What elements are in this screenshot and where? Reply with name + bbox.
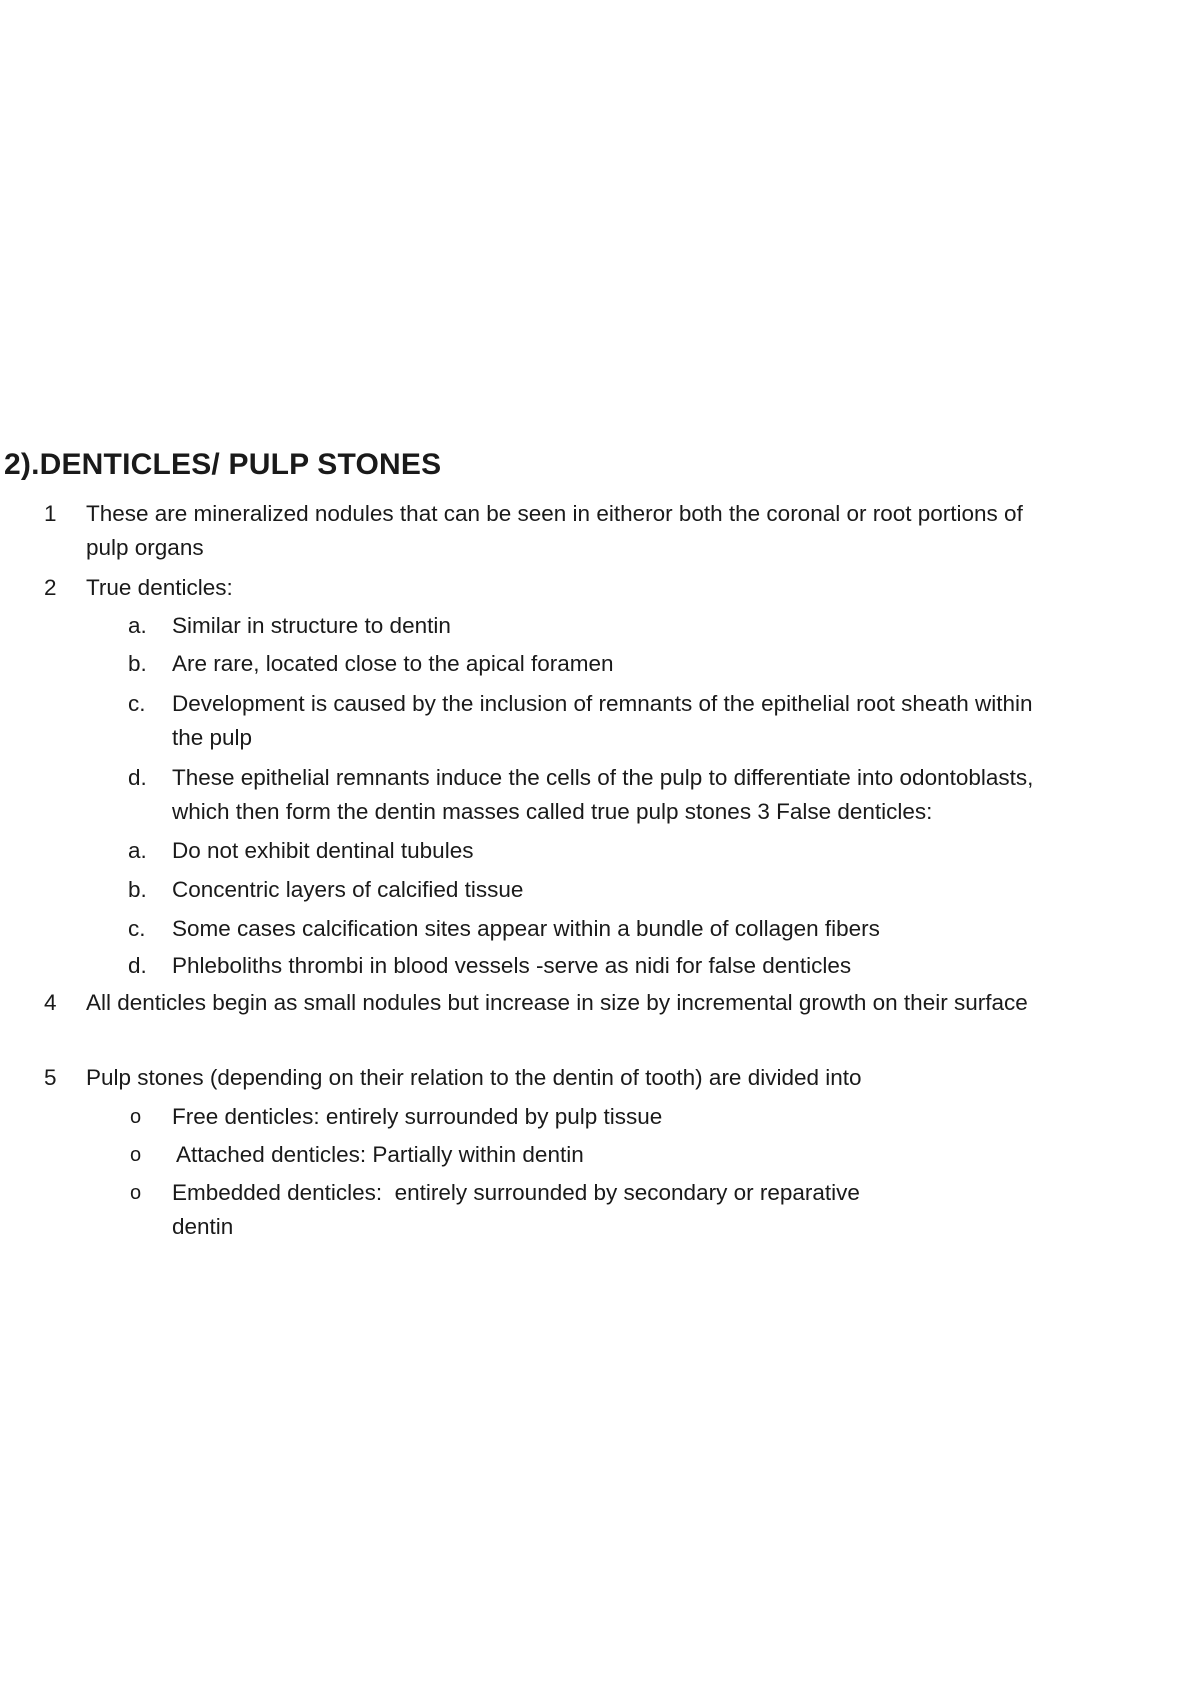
list-number-5: 5 xyxy=(44,1065,57,1090)
true-denticles-c-line-2: the pulp xyxy=(172,725,253,750)
sub-letter-d: d. xyxy=(128,953,147,977)
sub-letter-c: c. xyxy=(128,691,146,716)
bullet-icon: o xyxy=(130,1106,142,1128)
bullet-icon: o xyxy=(130,1144,142,1166)
true-denticles-b-text: Are rare, located close to the apical foramen xyxy=(172,651,614,676)
section-heading: 2).DENTICLES/ PULP STONES xyxy=(4,448,442,481)
false-denticles-a-text: Do not exhibit dentinal tubules xyxy=(172,838,474,863)
embedded-denticles-line-2: dentin xyxy=(172,1214,234,1239)
bullet-icon: o xyxy=(130,1182,142,1204)
true-denticles-d-line-1: These epithelial remnants induce the cells of the pulp to differentiate into odontoblasts, xyxy=(172,765,1034,790)
sub-letter-a: a. xyxy=(128,613,147,638)
false-denticles-d-text: Phleboliths thrombi in blood vessels -serve as nidi for false denticles xyxy=(172,953,852,977)
item-1-line-1: These are mineralized nodules that can be seen in eitheror both the coronal or root portions of xyxy=(86,501,1023,526)
item-2-text: True denticles: xyxy=(86,575,233,600)
true-denticles-a-text: Similar in structure to dentin xyxy=(172,613,451,638)
item-5-text: Pulp stones (depending on their relation to the dentin of tooth) are divided into xyxy=(86,1065,862,1090)
false-denticles-c-text: Some cases calcification sites appear within a bundle of collagen fibers xyxy=(172,916,880,941)
embedded-denticles-line-1: Embedded denticles: entirely surrounded by secondary or reparative xyxy=(172,1180,860,1205)
sub-letter-a: a. xyxy=(128,838,147,863)
false-denticles-b-text: Concentric layers of calcified tissue xyxy=(172,877,524,902)
list-number-4: 4 xyxy=(44,990,57,1015)
free-denticles-text: Free denticles: entirely surrounded by pulp tissue xyxy=(172,1104,663,1129)
list-number-1: 1 xyxy=(44,501,57,526)
list-number-2: 2 xyxy=(44,575,57,600)
sub-letter-b: b. xyxy=(128,877,147,902)
true-denticles-d-line-2: which then form the dentin masses called true pulp stones 3 False denticles: xyxy=(172,799,933,824)
true-denticles-c-line-1: Development is caused by the inclusion of remnants of the epithelial root sheath within xyxy=(172,691,1033,716)
attached-denticles-text: Attached denticles: Partially within dentin xyxy=(176,1142,584,1167)
sub-letter-d: d. xyxy=(128,765,147,790)
sub-letter-b: b. xyxy=(128,651,147,676)
item-4-text: All denticles begin as small nodules but increase in size by incremental growth on their surface xyxy=(86,990,1028,1015)
sub-letter-c: c. xyxy=(128,916,146,941)
item-1-line-2: pulp organs xyxy=(86,535,204,560)
